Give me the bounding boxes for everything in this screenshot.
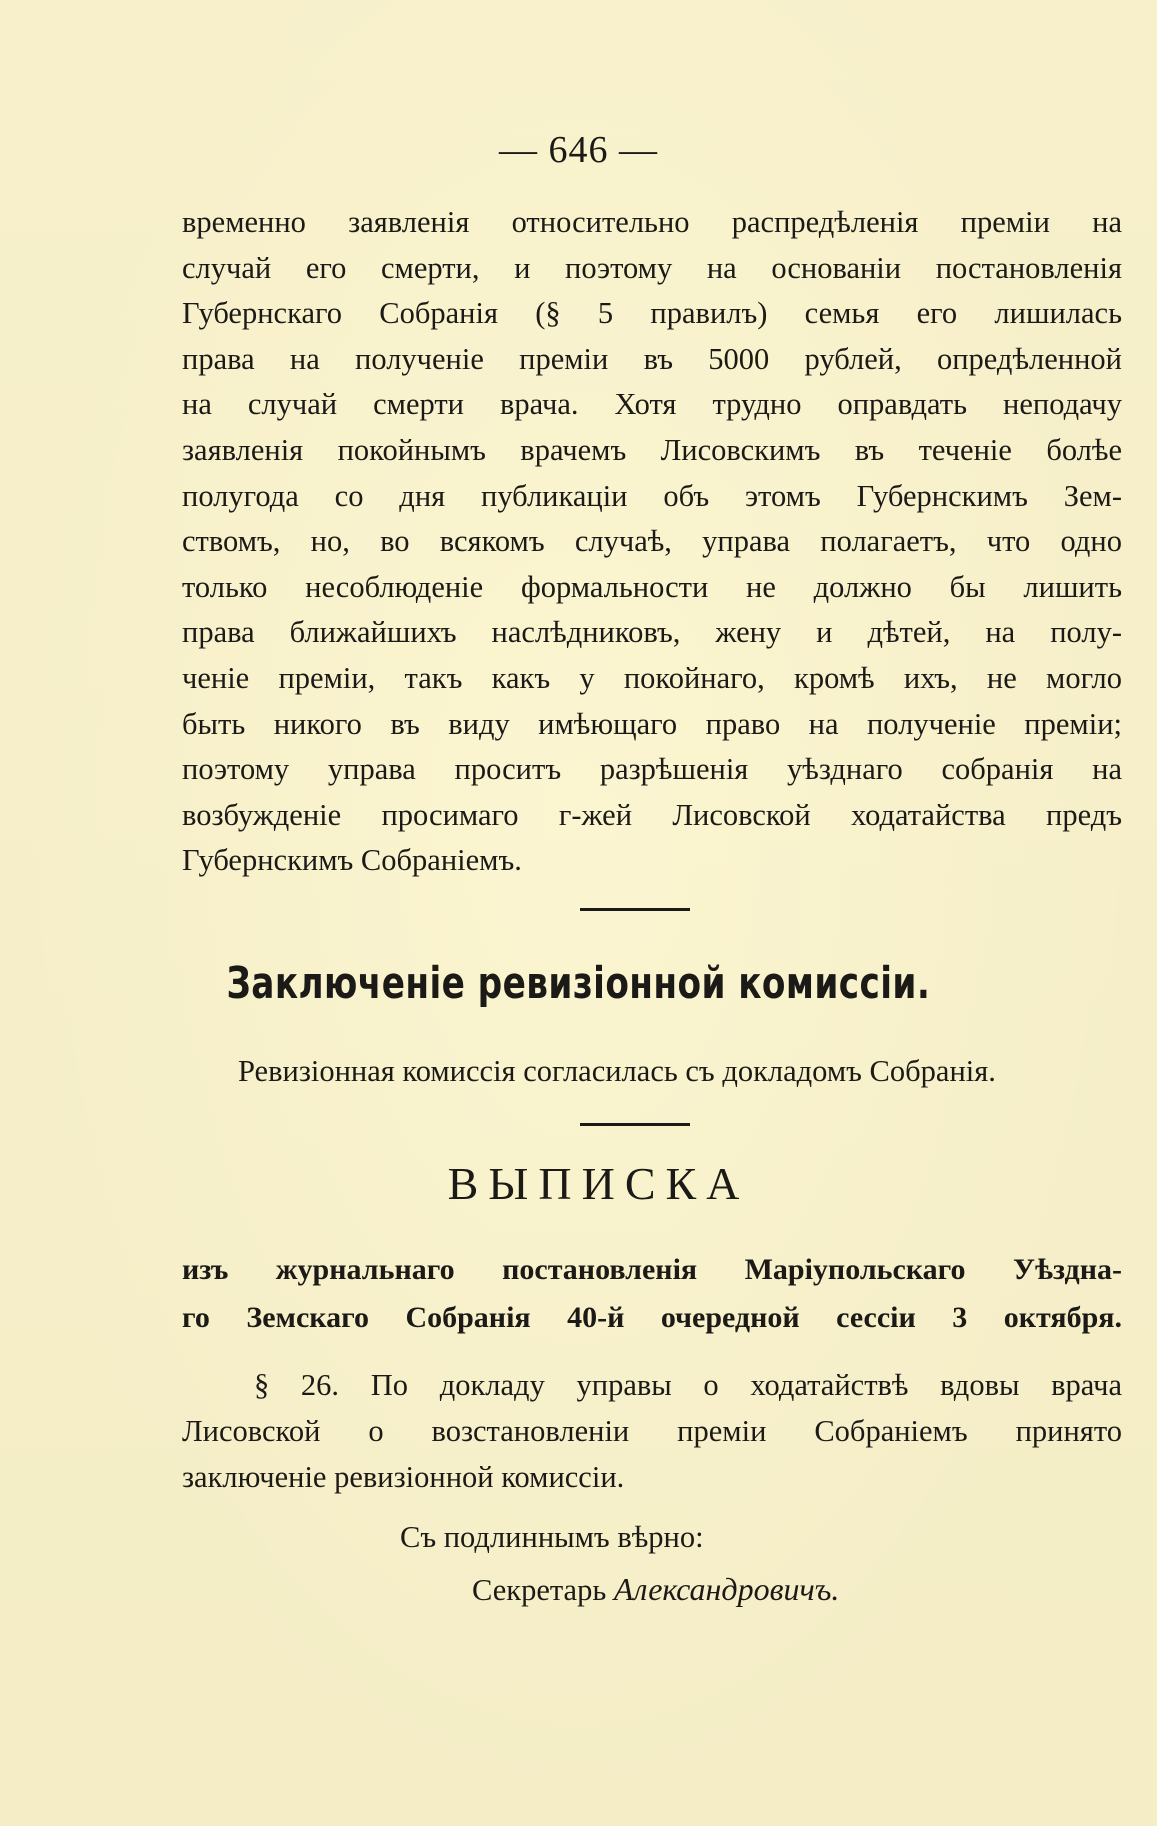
body-line: ченіе преміи, такъ какъ у покойнаго, кромѣ ихъ, не могло: [182, 660, 1122, 695]
verification-note: Съ подлиннымъ вѣрно:: [400, 1520, 704, 1554]
secretary-signature: Александровичъ.: [613, 1571, 840, 1607]
section-divider: [580, 1123, 690, 1126]
extract-heading: ВЫПИСКА: [447, 1158, 750, 1209]
body-line: ствомъ, но, во всякомъ случаѣ, управа полагаетъ, что одно: [182, 524, 1122, 559]
paragraph-line: Лисовской о возстановленіи преміи Собраніемъ принято: [182, 1414, 1122, 1448]
body-line: полугода со дня публикаціи объ этомъ Губернскимъ Зем-: [182, 478, 1122, 513]
body-paragraph: [182, 200, 1122, 884]
paragraph-line: § 26. По докладу управы о ходатайствѣ вдовы врача: [254, 1368, 1122, 1402]
extract-line: изъ журнальнаго постановленія Маріупольскаго Уѣздна-: [182, 1253, 1122, 1286]
commission-text: Ревизіонная комиссія согласилась съ докладомъ Собранія.: [238, 1054, 996, 1088]
paragraph-26: [182, 1362, 1122, 1500]
body-line: быть никого въ виду имѣющаго право на полученіе преміи;: [182, 706, 1122, 741]
body-line: Губернскимъ Собраніемъ.: [182, 843, 522, 878]
body-line: Губернскаго Собранія (§ 5 правилъ) семья его лишилась: [182, 296, 1122, 331]
body-line: права на полученіе преміи въ 5000 рублей, опредѣленной: [182, 341, 1122, 376]
body-line: на случай смерти врача. Хотя трудно оправдать неподачу: [182, 387, 1122, 422]
commission-heading: Заключеніе ревизіонной комиссіи.: [226, 958, 931, 1009]
section-divider: [580, 908, 690, 911]
body-line: поэтому управа проситъ разрѣшенія уѣзднаго собранія на: [182, 752, 1122, 787]
secretary-label: Секретарь: [472, 1573, 607, 1607]
body-line: права ближайшихъ наслѣдниковъ, жену и дѣтей, на полу-: [182, 615, 1122, 650]
page-number: — 646 —: [499, 129, 658, 171]
extract-line: го Земскаго Собранія 40-й очередной сессіи 3 октября.: [182, 1301, 1122, 1334]
body-line: временно заявленія относительно распредѣленія преміи на: [182, 205, 1122, 239]
body-line: возбужденіе просимаго г-жей Лисовской ходатайства предъ: [182, 797, 1122, 832]
extract-subtitle: [182, 1246, 1122, 1342]
secretary-line: [472, 1571, 839, 1608]
body-line: заявленія покойнымъ врачемъ Лисовскимъ въ теченіе болѣе: [182, 432, 1122, 467]
body-line: только несоблюденіе формальности не должно бы лишить: [182, 569, 1122, 604]
paragraph-line: заключеніе ревизіонной комиссіи.: [182, 1460, 625, 1494]
body-line: случай его смерти, и поэтому на основаніи постановленія: [182, 250, 1122, 285]
